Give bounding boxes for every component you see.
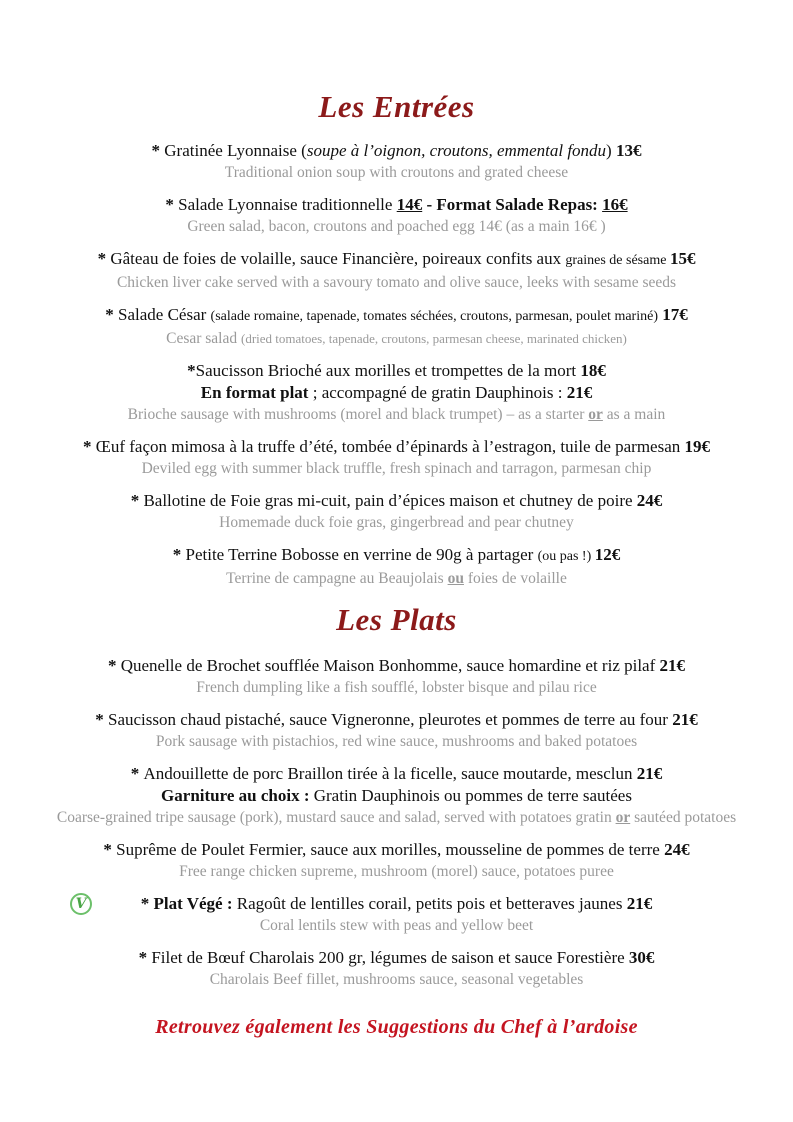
menu-line-main: *Saucisson Brioché aux morilles et trompettes de la mort 18€ — [187, 361, 606, 380]
menu-line-sub: Free range chicken supreme, mushroom (morel) sauce, potatoes puree — [179, 863, 614, 880]
menu-item — [0, 248, 793, 293]
menu-item — [0, 304, 793, 349]
menu-line-note: En format plat ; accompagné de gratin Dauphinois : 21€ — [200, 383, 593, 402]
section-title-plats: Les Plats — [336, 602, 457, 637]
menu-line-main: * Œuf façon mimosa à la truffe d’été, tombée d’épinards à l’estragon, tuile de parmesan 19€ — [82, 437, 711, 456]
menu-line-sub: Green salad, bacon, croutons and poached egg 14€ (as a main 16€ ) — [187, 218, 606, 235]
section-plats — [0, 601, 793, 990]
menu-line-sub: French dumpling like a fish soufflé, lobster bisque and pilau rice — [196, 679, 597, 696]
menu-line-sub: Coarse-grained tripe sausage (pork), mustard sauce and salad, served with potatoes gratin or sautéed potatoes — [56, 809, 737, 826]
menu-line-main: * Quenelle de Brochet soufflée Maison Bonhomme, sauce homardine et riz pilaf 21€ — [107, 656, 686, 675]
menu-line-sub: Terrine de campagne au Beaujolais ou foies de volaille — [226, 570, 567, 587]
menu-line-main: * Suprême de Poulet Fermier, sauce aux morilles, mousseline de pommes de terre 24€ — [103, 840, 690, 859]
menu-item — [0, 436, 793, 479]
menu-line-note: Garniture au choix : Gratin Dauphinois ou pommes de terre sautées — [161, 786, 632, 805]
menu-item — [0, 893, 793, 936]
section-entrees — [0, 88, 793, 589]
menu-item — [0, 194, 793, 237]
chef-suggestions-note: Retrouvez également les Suggestions du Chef à l’ardoise — [155, 1016, 638, 1038]
entrees-items — [0, 140, 793, 589]
menu-line-sub: Brioche sausage with mushrooms (morel and black trumpet) – as a starter or as a main — [127, 406, 666, 423]
menu-line-sub: Homemade duck foie gras, gingerbread and pear chutney — [219, 514, 574, 531]
menu-line-main: * Filet de Bœuf Charolais 200 gr, légumes de saison et sauce Forestière 30€ — [138, 948, 655, 967]
menu-item — [0, 490, 793, 533]
menu-line-main: * Ballotine de Foie gras mi-cuit, pain d’épices maison et chutney de poire 24€ — [130, 491, 663, 510]
menu-line-main: * Gratinée Lyonnaise (soupe à l’oignon, croutons, emmental fondu) 13€ — [151, 141, 642, 160]
menu-line-main: * Andouillette de porc Braillon tirée à la ficelle, sauce moutarde, mesclun 21€ — [130, 764, 663, 783]
menu-item — [0, 655, 793, 698]
menu-line-sub: Deviled egg with summer black truffle, fresh spinach and tarragon, parmesan chip — [141, 460, 652, 477]
menu-line-sub: Coral lentils stew with peas and yellow beet — [259, 917, 534, 934]
plats-items — [0, 655, 793, 990]
menu-item — [0, 839, 793, 882]
menu-line-sub: Traditional onion soup with croutons and grated cheese — [224, 164, 569, 181]
menu-line-main: * Plat Végé : Ragoût de lentilles corail, petits pois et betteraves jaunes 21€ — [140, 894, 653, 913]
menu-line-main: * Gâteau de foies de volaille, sauce Financière, poireaux confits aux graines de sésame 15€ — [97, 249, 696, 268]
menu-item — [0, 140, 793, 183]
menu-item — [0, 709, 793, 752]
menu-line-sub: Pork sausage with pistachios, red wine sauce, mushrooms and baked potatoes — [155, 733, 638, 750]
section-title-entrees: Les Entrées — [318, 89, 475, 124]
menu-line-sub: Charolais Beef fillet, mushrooms sauce, seasonal vegetables — [209, 971, 584, 988]
menu-line-main: * Petite Terrine Bobosse en verrine de 90g à partager (ou pas !) 12€ — [172, 545, 621, 564]
menu-line-main: * Salade Lyonnaise traditionnelle 14€ - Format Salade Repas: 16€ — [165, 195, 628, 214]
menu-line-sub: Cesar salad (dried tomatoes, tapenade, croutons, parmesan cheese, marinated chicken) — [166, 330, 627, 347]
menu-item — [0, 360, 793, 425]
menu-line-main: * Saucisson chaud pistaché, sauce Vigneronne, pleurotes et pommes de terre au four 21€ — [95, 710, 698, 729]
menu-item — [0, 947, 793, 990]
menu-item — [0, 763, 793, 828]
menu-line-main: * Salade César (salade romaine, tapenade, tomates séchées, croutons, parmesan, poulet mariné) 17€ — [105, 305, 688, 324]
vegetarian-icon: V — [70, 893, 92, 915]
menu-line-sub: Chicken liver cake served with a savoury tomato and olive sauce, leeks with sesame seeds — [116, 274, 677, 291]
menu-item — [0, 544, 793, 589]
